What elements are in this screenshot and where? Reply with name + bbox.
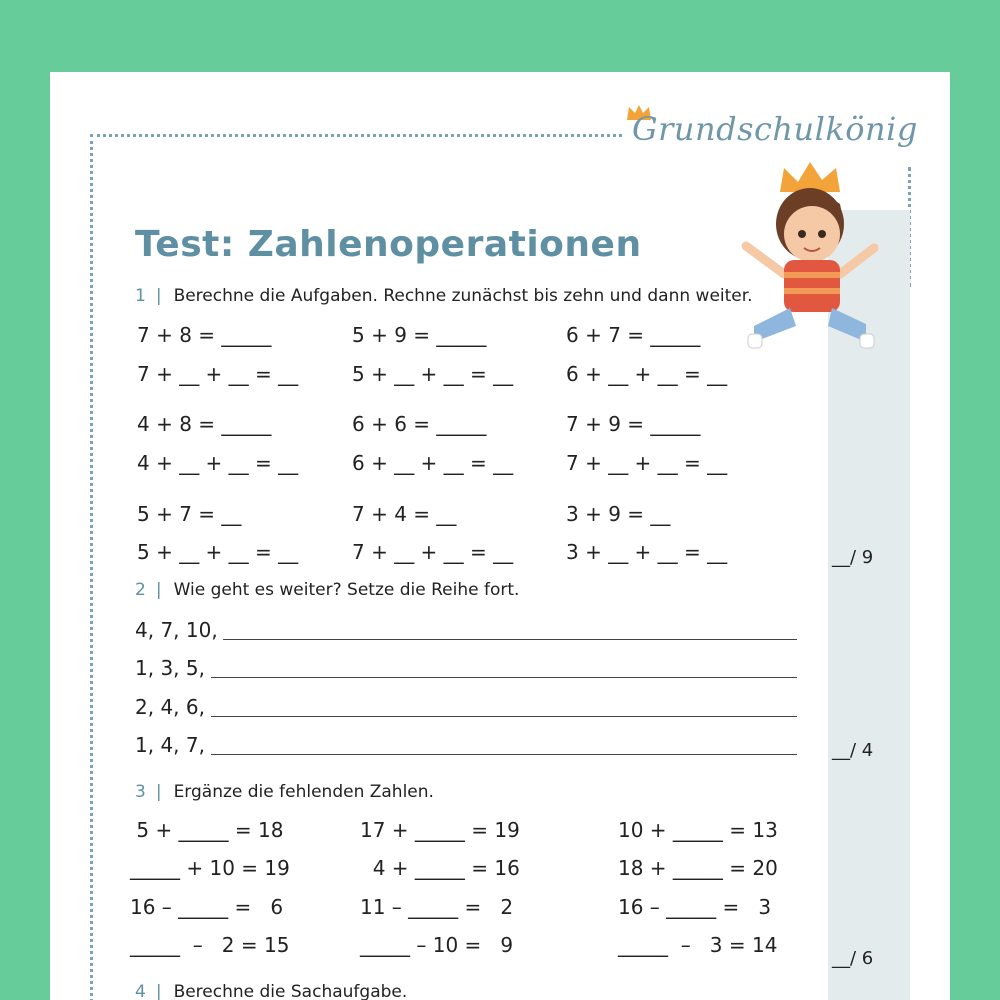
sequence-row [135, 695, 797, 719]
equation: 6 + __ + __ = __ [566, 362, 728, 386]
sequence-row [135, 618, 797, 642]
task-number: 1 [135, 286, 146, 306]
equation: _____ – 2 = 15 [130, 933, 290, 957]
task-1-heading: 1 | Berechne die Aufgaben. Rechne zunächst bis zehn und dann weiter. [135, 286, 753, 306]
task-number: 2 [135, 580, 146, 600]
equation: 4 + 8 = _____ [137, 412, 272, 436]
task-instruction: Ergänze die fehlenden Zahlen. [173, 782, 434, 802]
equation: 16 – _____ = 6 [130, 895, 284, 919]
equation: 5 + 9 = _____ [352, 323, 487, 347]
answer-line [211, 677, 797, 678]
equation: 3 + __ + __ = __ [566, 540, 728, 564]
equation: 5 + 7 = __ [137, 502, 242, 526]
task-instruction: Berechne die Sachaufgabe. [173, 982, 408, 1000]
score-field: __/ 6 [832, 948, 874, 969]
equation: 5 + _____ = 18 [130, 818, 284, 842]
sequence-start: 1, 3, 5, [135, 656, 205, 680]
equation: 7 + 8 = _____ [137, 323, 272, 347]
equation: 7 + __ + __ = __ [566, 451, 728, 475]
task-number: 3 [135, 782, 146, 802]
equation: 4 + _____ = 16 [360, 856, 520, 880]
score-field: __/ 9 [832, 547, 874, 568]
task-2-heading: 2 | Wie geht es weiter? Setze die Reihe fort. [135, 580, 520, 600]
equation: 16 – _____ = 3 [618, 895, 772, 919]
equation: 6 + __ + __ = __ [352, 451, 514, 475]
equation: 7 + __ + __ = __ [352, 540, 514, 564]
task-4-heading: 4 | Berechne die Sachaufgabe. [135, 982, 408, 1000]
task-instruction: Berechne die Aufgaben. Rechne zunächst bis zehn und dann weiter. [173, 286, 753, 306]
sequence-row [135, 733, 797, 757]
brand-logo: Grundschulkönig [632, 110, 918, 148]
equation: 18 + _____ = 20 [618, 856, 778, 880]
sequence-start: 4, 7, 10, [135, 618, 218, 642]
equation: 7 + 4 = __ [352, 502, 457, 526]
page-title: Test: Zahlenoperationen [135, 224, 642, 265]
score-field: __/ 4 [832, 740, 874, 761]
answer-line [211, 754, 797, 755]
equation: 6 + 7 = _____ [566, 323, 701, 347]
answer-line [223, 639, 797, 640]
task-3-heading: 3 | Ergänze die fehlenden Zahlen. [135, 782, 434, 802]
equation: _____ – 3 = 14 [618, 933, 778, 957]
equation: 7 + 9 = _____ [566, 412, 701, 436]
equation: 11 – _____ = 2 [360, 895, 514, 919]
equation: 7 + __ + __ = __ [137, 362, 299, 386]
task-instruction: Wie geht es weiter? Setze die Reihe fort. [173, 580, 520, 600]
sequence-row [135, 656, 797, 680]
worksheet [50, 72, 950, 1000]
equation: 4 + __ + __ = __ [137, 451, 299, 475]
equation: _____ – 10 = 9 [360, 933, 514, 957]
dotted-border-left [90, 134, 93, 1000]
equation: 5 + __ + __ = __ [352, 362, 514, 386]
equation: 6 + 6 = _____ [352, 412, 487, 436]
equation: 10 + _____ = 13 [618, 818, 778, 842]
equation: 5 + __ + __ = __ [137, 540, 299, 564]
equation: 17 + _____ = 19 [360, 818, 520, 842]
sequence-start: 1, 4, 7, [135, 733, 205, 757]
answer-line [211, 716, 797, 717]
equation: 3 + 9 = __ [566, 502, 671, 526]
task-number: 4 [135, 982, 146, 1000]
kid-mascot-illustration [740, 148, 880, 358]
dotted-border-top [90, 134, 622, 137]
equation: _____ + 10 = 19 [130, 856, 290, 880]
sequence-start: 2, 4, 6, [135, 695, 205, 719]
